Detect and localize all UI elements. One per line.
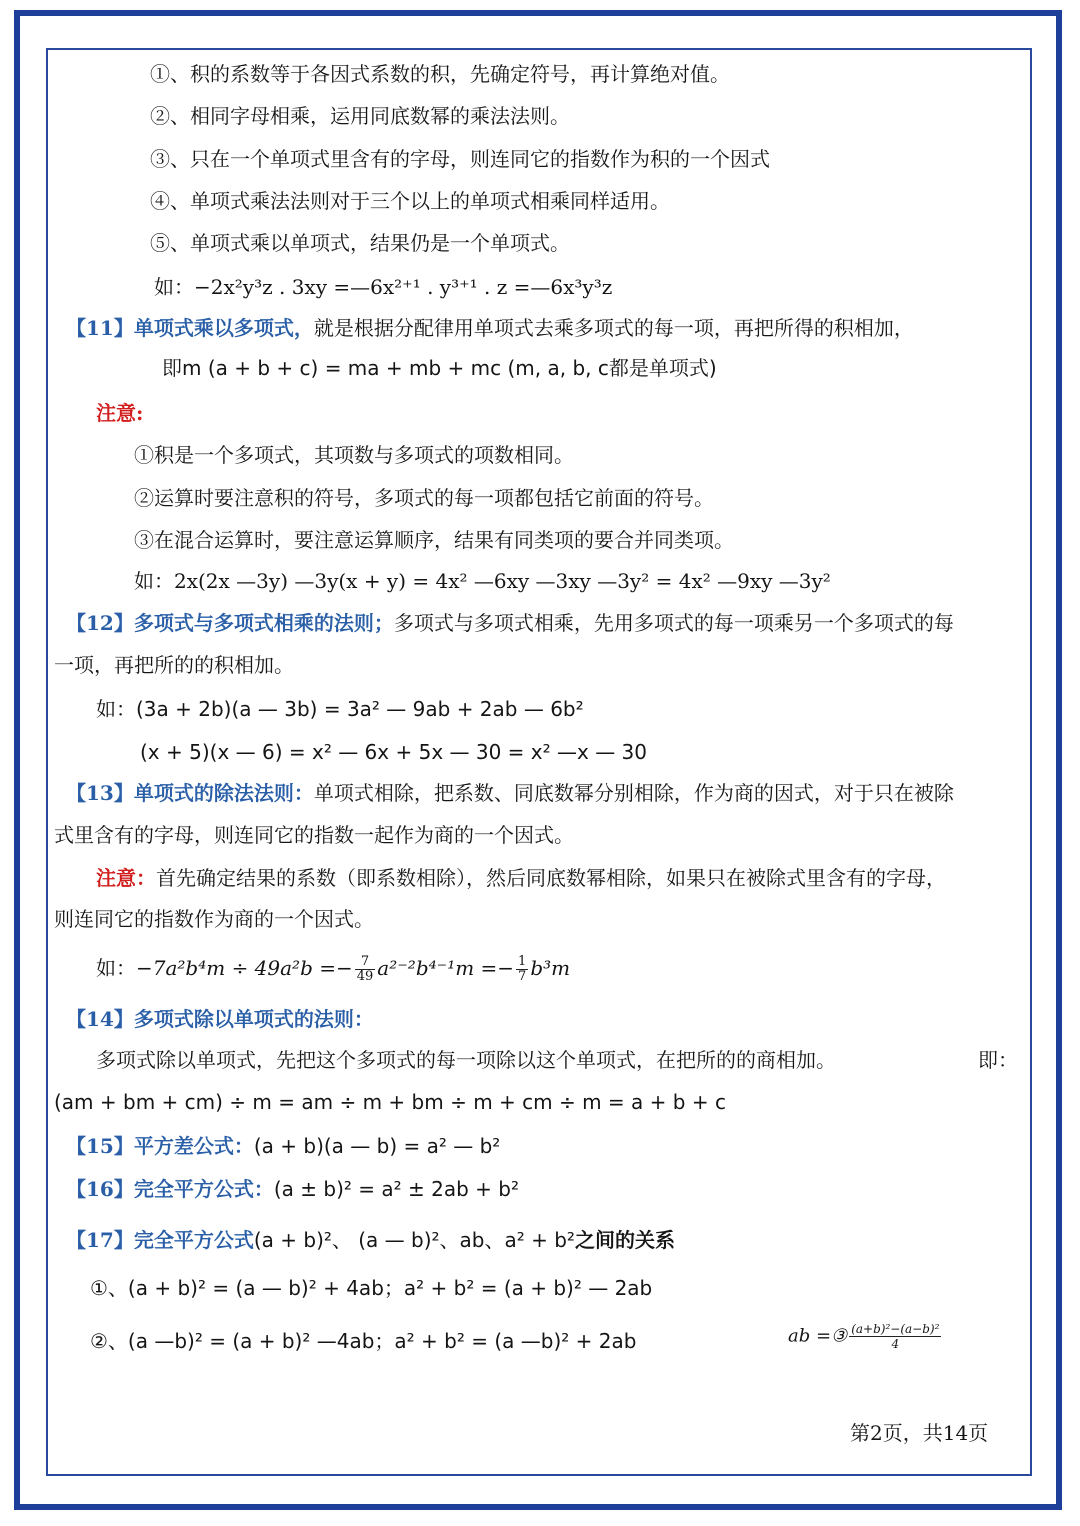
section-13-note: [96, 865, 946, 891]
section-12: [66, 610, 954, 636]
section-12-text-2: 一项，再把所的的积相加。: [54, 653, 294, 677]
section-13: [66, 780, 954, 806]
rule-3: ③、只在一个单项式里含有的字母，则连同它的指数作为积的一个因式: [150, 147, 770, 171]
section-11-note-3: ③在混合运算时，要注意运算顺序，结果有同类项的要合并同类项。: [134, 528, 734, 552]
rules-example: 如：−2x²y³z . 3xy =—6x²⁺¹ . y³⁺¹ . z =—6x³y³z: [154, 275, 613, 299]
section-13-note-text: 首先确定结果的系数（即系数相除），然后同底数幂相除，如果只在被除式里含有的字母，: [156, 866, 946, 890]
section-13-example: [96, 955, 570, 984]
section-12-example-2: (x + 5)(x — 6) = x² — 6x + 5x — 30 = x² —x — 30: [140, 740, 648, 764]
fraction-numerator: 7: [355, 955, 376, 970]
section-17-formula: (a + b)²、 (a — b)²、ab、a² + b²: [253, 1228, 575, 1252]
section-17-item-1: ①、(a + b)² = (a — b)² + 4ab；a² + b² = (a + b)² — 2ab: [90, 1276, 653, 1300]
section-13-text-2: 式里含有的字母，则连同它的指数一起作为商的一个因式。: [54, 823, 574, 847]
section-12-example-1: 如：(3a + 2b)(a — 3b) = 3a² — 9ab + 2ab — 6b²: [96, 697, 584, 721]
page-number-footer: 第2页，共14页: [850, 1421, 989, 1445]
section-17-item-3-prefix: ab =③: [788, 1325, 848, 1347]
section-11-example: 如：2x(2x —3y) —3y(x + y) = 4x² —6xy —3xy —3y² = 4x² —9xy —3y²: [134, 569, 831, 593]
fraction-numerator: (a+b)²−(a−b)²: [851, 1322, 940, 1336]
section-17-item-2: ②、(a —b)² = (a + b)² —4ab；a² + b² = (a —b)² + 2ab: [90, 1329, 637, 1353]
section-15: [66, 1133, 500, 1159]
section-16-heading: 【16】完全平方公式：: [66, 1177, 274, 1201]
section-11: [66, 315, 914, 341]
section-13-example-prefix: 如：: [96, 956, 136, 980]
section-11-note-2: ②运算时要注意积的符号，多项式的每一项都包括它前面的符号。: [134, 486, 714, 510]
section-17-tail: 之间的关系: [574, 1228, 675, 1252]
section-13-example-a: −7a²b⁴m ÷ 49a²b =−: [136, 956, 353, 980]
section-15-formula: (a + b)(a — b) = a² — b²: [253, 1134, 501, 1158]
section-16: [66, 1176, 519, 1202]
fraction-ab: [849, 1322, 941, 1351]
section-13-text: 单项式相除，把系数、同底数幂分别相除，作为商的因式，对于只在被除: [313, 781, 954, 805]
section-13-note-2: 则连同它的指数作为商的一个因式。: [54, 907, 374, 931]
fraction-7-49: [355, 955, 376, 984]
section-17-item-3: [788, 1322, 943, 1351]
section-13-heading: 【13】单项式的除法法则：: [66, 781, 314, 805]
section-11-formula: 即m (a + b + c) = ma + mb + mc (m, a, b, c都是单项式): [162, 356, 717, 380]
section-17-heading: 【17】完全平方公式: [66, 1228, 254, 1252]
section-11-text: 就是根据分配律用单项式去乘多项式的每一项，再把所得的积相加，: [313, 316, 914, 340]
fraction-1-7: [516, 955, 528, 984]
section-14-text: 多项式除以单项式，先把这个多项式的每一项除以这个单项式，在把所的的商相加。: [96, 1048, 836, 1072]
rule-2: ②、相同字母相乘，运用同底数幂的乘法法则。: [150, 104, 570, 128]
rule-1: ①、积的系数等于各因式系数的积，先确定符号，再计算绝对值。: [150, 62, 730, 86]
section-14-formula: (am + bm + cm) ÷ m = am ÷ m + bm ÷ m + cm ÷ m = a + b + c: [54, 1090, 726, 1114]
section-12-heading: 【12】多项式与多项式相乘的法则；: [66, 611, 394, 635]
section-13-note-label: 注意：: [96, 866, 156, 890]
section-12-text: 多项式与多项式相乘，先用多项式的每一项乘另一个多项式的每: [393, 611, 954, 635]
section-11-note-1: ①积是一个多项式，其项数与多项式的项数相同。: [134, 443, 574, 467]
section-11-heading: 【11】单项式乘以多项式，: [66, 316, 314, 340]
section-13-example-c: b³m: [530, 956, 571, 980]
fraction-numerator: 1: [518, 954, 527, 969]
section-14-ji: 即：: [978, 1048, 1018, 1072]
section-13-example-b: a²⁻²b⁴⁻¹m =−: [377, 956, 515, 980]
rule-5: ⑤、单项式乘以单项式，结果仍是一个单项式。: [150, 231, 570, 255]
section-14-heading: 【14】多项式除以单项式的法则：: [66, 1007, 374, 1031]
section-17: [66, 1227, 675, 1253]
fraction-denominator: 7: [518, 969, 527, 984]
section-15-heading: 【15】平方差公式：: [66, 1134, 254, 1158]
fraction-denominator: 4: [891, 1337, 900, 1351]
section-11-note-label: 注意:: [96, 401, 144, 425]
rule-4: ④、单项式乘法法则对于三个以上的单项式相乘同样适用。: [150, 189, 670, 213]
fraction-denominator: 49: [356, 969, 374, 984]
section-16-formula: (a ± b)² = a² ± 2ab + b²: [273, 1177, 519, 1201]
